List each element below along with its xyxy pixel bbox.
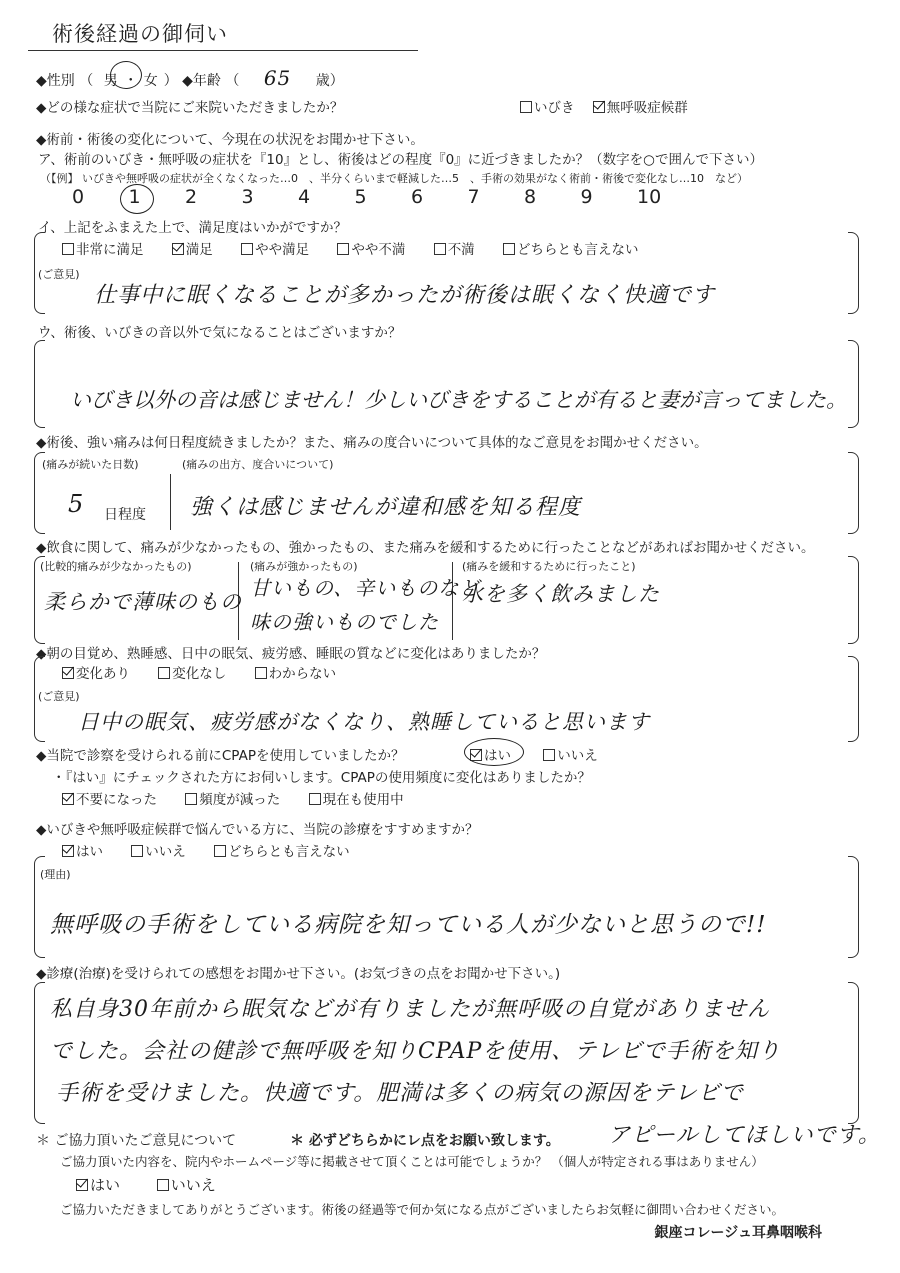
satisfaction-comment[interactable]: 仕事中に眠くなることが多かったが術後は眠くなく快適です xyxy=(94,283,716,308)
sleep-opt-3-checkbox[interactable] xyxy=(255,667,267,679)
satisfaction-options xyxy=(62,238,662,258)
recommend-reason[interactable]: 無呼吸の手術をしている病院を知っている人が少ないと思うので!! xyxy=(50,912,767,938)
gender-circle-mark xyxy=(110,61,142,89)
cpap-subquestion: ・『はい』にチェックされた方にお伺いします。CPAPの使用頻度に変化はありましたか？ xyxy=(52,770,591,786)
pain-detail-label: (痛みの出方、度合いについて) xyxy=(182,458,334,471)
pain-days-value[interactable]: 5 xyxy=(68,490,85,518)
sleep-opt-2-label: 変化なし xyxy=(172,666,227,682)
gender-dot: ・ xyxy=(123,73,138,89)
symptom-snore-label: いびき xyxy=(534,100,575,116)
sleep-opt-2-checkbox[interactable] xyxy=(158,667,170,679)
other-sound-question: ウ、術後、いびきの音以外で気になることはございますか？ xyxy=(38,325,402,341)
cpap-sub-options xyxy=(62,788,428,808)
symptom-snore-checkbox[interactable] xyxy=(520,101,532,113)
cpap-no-label: いいえ xyxy=(557,748,598,764)
pain-bracket-right xyxy=(848,452,859,534)
impression-line-2[interactable]: でした。会社の健診で無呼吸を知りCPAPを使用、テレビで手術を知り xyxy=(50,1039,781,1064)
symptom-options xyxy=(520,96,688,116)
impression-line-3[interactable]: 手術を受けました。快適です。肥満は多くの病気の源因をテレビで xyxy=(56,1081,744,1106)
rec-opt-2-checkbox[interactable] xyxy=(131,845,143,857)
food-strong-2[interactable]: 味の強いものでした xyxy=(250,610,439,634)
cpap-sub-2-label: 頻度が減った xyxy=(199,792,281,808)
impression-bracket-left xyxy=(34,982,45,1124)
sleep-comment[interactable]: 日中の眠気、疲労感がなくなり、熟睡していると思います xyxy=(78,710,650,734)
cpap-sub-1-checkbox[interactable] xyxy=(62,793,74,805)
sat-opt-4-checkbox[interactable] xyxy=(337,243,349,255)
rec-opt-2-label: いいえ xyxy=(145,844,186,860)
symptom-question: ◆どの様な症状で当院にご来院いただきましたか？ xyxy=(36,100,344,116)
sat-opt-6-checkbox[interactable] xyxy=(503,243,515,255)
scale-10[interactable]: 10 xyxy=(637,186,662,208)
impression-line-1[interactable]: 私自身30年前から眠気などが有りましたが無呼吸の自覚がありません xyxy=(50,997,770,1022)
pain-days-label: (痛みが続いた日数) xyxy=(42,458,139,471)
satisfaction-question: イ、上記をふまえた上で、満足度はいかがですか？ xyxy=(38,220,348,236)
clinic-name: 銀座コレージュ耳鼻咽喉科 xyxy=(654,1225,822,1241)
consent-options xyxy=(76,1174,216,1195)
cpap-sub-2-checkbox[interactable] xyxy=(185,793,197,805)
recommend-options xyxy=(62,840,374,860)
gender-label: ◆性別 xyxy=(36,73,75,89)
change-question: ◆術前・術後の変化について、今現在の状況をお聞かせ下さい。 xyxy=(36,132,424,148)
sat-opt-1-label: 非常に満足 xyxy=(76,242,144,258)
food-less[interactable]: 柔らかで薄味のもの xyxy=(44,590,242,614)
sleep-comment-label: (ご意見) xyxy=(38,690,80,703)
symptom-apnea-label: 無呼吸症候群 xyxy=(606,100,688,116)
age-close: 歳） xyxy=(315,73,344,89)
other-sound-bracket-right xyxy=(848,340,859,428)
sleep-bracket-right xyxy=(848,656,859,742)
gender-close: ） xyxy=(163,73,178,89)
pain-detail[interactable]: 強くは感じませんが違和感を知る程度 xyxy=(190,495,582,520)
sat-opt-2-label: 満足 xyxy=(185,242,213,258)
scale-6[interactable]: 6 xyxy=(411,186,424,208)
consent-no-label: いいえ xyxy=(170,1176,216,1194)
scale-0[interactable]: 0 xyxy=(72,186,85,208)
cpap-circle-mark xyxy=(464,738,524,766)
pain-question: ◆術後、強い痛みは何日程度続きましたか？また、痛みの度合いについて具体的なご意見をお聞かせください。 xyxy=(36,435,708,451)
rec-opt-3-label: どちらとも言えない xyxy=(228,844,350,860)
food-bracket-right xyxy=(848,556,859,644)
scale-5[interactable]: 5 xyxy=(354,186,367,208)
sat-opt-6-label: どちらとも言えない xyxy=(516,242,639,258)
impression-line-4[interactable]: アピールしてほしいです。 xyxy=(608,1123,881,1148)
cpap-sub-3-label: 現在も使用中 xyxy=(322,792,404,808)
sleep-opt-3-label: わからない xyxy=(268,666,337,682)
food-relief-label: (痛みを緩和するために行ったこと) xyxy=(462,560,636,573)
consent-yes-checkbox[interactable] xyxy=(76,1179,88,1191)
cpap-sub-1-label: 不要になった xyxy=(76,792,157,808)
recommend-reason-label: (理由) xyxy=(40,868,71,881)
gender-open: （ xyxy=(79,73,94,89)
sat-opt-5-label: 不満 xyxy=(447,242,475,258)
age-label: ◆年齢 xyxy=(182,73,221,89)
satisfaction-bracket-right xyxy=(848,232,859,314)
consent-question: ご協力頂いた内容を、院内やホームページ等に掲載させて頂くことは可能でしょうか？ （個人が特定される事はありません） xyxy=(60,1154,764,1169)
food-strong-1[interactable]: 甘いもの、辛いものなど xyxy=(250,576,481,600)
change-scale xyxy=(72,186,694,208)
sat-opt-3-checkbox[interactable] xyxy=(241,243,253,255)
cpap-sub-3-checkbox[interactable] xyxy=(309,793,321,805)
food-question: ◆飲食に関して、痛みが少なかったもの、強かったもの、また痛みを緩和するために行ったことなどがあればお聞かせください。 xyxy=(36,540,815,556)
scale-circle-mark xyxy=(120,184,154,214)
page-title: 術後経過の御伺い xyxy=(52,22,228,46)
change-example: （【例】 いびきや無呼吸の症状が全くなくなった…0 、半分くらいまで軽減した…5 、手術の効果がなく術前・術後で変化なし…10 など） xyxy=(40,172,748,185)
sat-opt-1-checkbox[interactable] xyxy=(62,243,74,255)
scale-4[interactable]: 4 xyxy=(298,186,311,208)
other-sound-bracket-left xyxy=(34,340,45,428)
sleep-options xyxy=(62,662,360,682)
scale-7[interactable]: 7 xyxy=(467,186,480,208)
age-value[interactable]: 65 xyxy=(263,66,292,90)
gender-male[interactable]: 男 xyxy=(103,73,118,89)
sleep-opt-1-checkbox[interactable] xyxy=(62,667,74,679)
cpap-question: ◆当院で診察を受けられる前にCPAPを使用していましたか？ xyxy=(36,748,405,764)
change-subquestion: ア、術前のいびき・無呼吸の症状を『10』とし、術後はどの程度『0』に近づきましたか？（数字を○で囲んで下さい） xyxy=(38,152,763,168)
symptom-apnea-checkbox[interactable] xyxy=(593,101,605,113)
scale-9[interactable]: 9 xyxy=(580,186,593,208)
food-relief[interactable]: 水を多く飲みました xyxy=(462,582,660,606)
consent-thanks: ご協力いただきましてありがとうございます。術後の経過等で何か気になる点がございましたらお気軽に御問い合わせください。 xyxy=(60,1202,785,1217)
satisfaction-comment-label: (ご意見) xyxy=(38,268,80,281)
sleep-opt-1-label: 変化あり xyxy=(76,666,130,682)
cpap-yes-label: はい xyxy=(484,748,511,764)
consent-yes-label: はい xyxy=(90,1176,121,1194)
consent-note-1: ＊ ご協力頂いたご意見について xyxy=(36,1133,237,1149)
recommend-bracket-right xyxy=(848,856,859,958)
scale-3[interactable]: 3 xyxy=(241,186,254,208)
cpap-no-checkbox[interactable] xyxy=(543,749,555,761)
sat-opt-5-checkbox[interactable] xyxy=(434,243,446,255)
pain-divider xyxy=(170,474,171,530)
title-underline xyxy=(28,50,418,51)
sat-opt-2-checkbox[interactable] xyxy=(172,243,184,255)
food-less-label: (比較的痛みが少なかったもの) xyxy=(40,560,192,573)
scale-2[interactable]: 2 xyxy=(185,186,198,208)
consent-note-2: ＊ 必ずどちらかにレ点をお願い致します。 xyxy=(290,1133,560,1149)
recommend-question: ◆いびきや無呼吸症候群で悩んでいる方に、当院の診療をすすめますか？ xyxy=(36,822,479,838)
impression-question: ◆診療(治療)を受けられての感想をお聞かせ下さい。(お気づきの点をお聞かせ下さい。) xyxy=(36,966,561,982)
scale-8[interactable]: 8 xyxy=(524,186,537,208)
age-open: （ xyxy=(225,73,240,89)
scale-1[interactable]: 1 xyxy=(128,186,141,208)
rec-opt-1-checkbox[interactable] xyxy=(62,845,74,857)
rec-opt-3-checkbox[interactable] xyxy=(214,845,226,857)
other-sound-answer[interactable]: いびき以外の音は感じません！少しいびきをすることが有ると妻が言ってました。 xyxy=(70,388,847,412)
sat-opt-3-label: やや満足 xyxy=(255,242,310,258)
consent-no-checkbox[interactable] xyxy=(157,1179,169,1191)
sleep-question: ◆朝の目覚め、熟睡感、日中の眠気、疲労感、睡眠の質などに変化はありましたか？ xyxy=(36,646,546,662)
sat-opt-4-label: やや不満 xyxy=(351,242,406,258)
pain-days-unit: 日程度 xyxy=(104,507,146,523)
food-strong-label: (痛みが強かったもの) xyxy=(250,560,358,573)
rec-opt-1-label: はい xyxy=(76,844,103,860)
gender-female[interactable]: 女 xyxy=(143,73,158,89)
impression-bracket-right xyxy=(848,982,859,1124)
gender-age-row xyxy=(36,66,344,90)
